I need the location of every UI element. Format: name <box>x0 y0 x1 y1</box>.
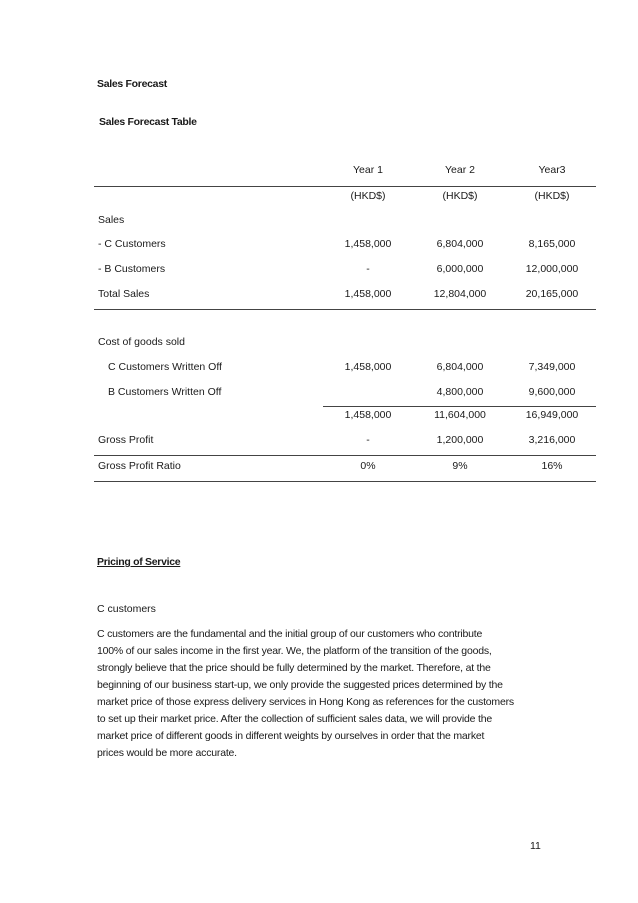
row-label: Total Sales <box>98 288 150 300</box>
col-year3: Year3 <box>538 164 566 176</box>
pricing-paragraph <box>97 626 557 762</box>
row-value: 1,458,000 <box>344 238 392 250</box>
unit-year2: (HKD$) <box>442 190 478 202</box>
c-customers-heading: C customers <box>97 603 156 615</box>
row-value: 1,458,000 <box>344 361 392 373</box>
col-year2: Year 2 <box>445 164 475 176</box>
paragraph-line: market price of different goods in different weights by ourselves in order that the market <box>97 730 485 742</box>
row-value: 1,458,000 <box>344 288 392 300</box>
row-value: 12,804,000 <box>433 288 487 300</box>
paragraph-line: prices would be more accurate. <box>97 747 237 759</box>
pricing-title: Pricing of Service <box>97 556 181 568</box>
row-value: 12,000,000 <box>525 263 579 275</box>
paragraph-line: C customers are the fundamental and the initial group of our customers who contribute <box>97 628 483 640</box>
paragraph-line: strongly believe that the price should be fully determined by the market. Therefore, at the <box>97 662 491 674</box>
paragraph-line: beginning of our business start-up, we only provide the suggested prices determined by the <box>97 679 503 691</box>
col-year1: Year 1 <box>353 164 383 176</box>
row-value: 20,165,000 <box>525 288 579 300</box>
paragraph-line: 100% of our sales income in the first year. We, the platform of the transition of the goods, <box>97 645 492 657</box>
header-rule <box>94 186 596 187</box>
paragraph-line: market price of those express delivery services in Hong Kong as references for the customers <box>97 696 514 708</box>
row-value: 11,604,000 <box>434 409 486 421</box>
row-value: 3,216,000 <box>528 434 576 446</box>
row-value: 16% <box>541 460 563 472</box>
row-value: 8,165,000 <box>528 238 576 250</box>
page-number: 11 <box>530 840 541 852</box>
row-label: B Customers Written Off <box>108 386 222 398</box>
row-label: Gross Profit Ratio <box>98 460 181 472</box>
total-sales-rule <box>94 309 596 310</box>
row-value: 16,949,000 <box>525 409 579 421</box>
unit-year3: (HKD$) <box>534 190 570 202</box>
row-label: - C Customers <box>98 238 166 250</box>
cogs-header: Cost of goods sold <box>98 336 185 348</box>
row-value: 4,800,000 <box>436 386 484 398</box>
cogs-subtotal-rule <box>323 406 596 407</box>
row-value: 1,458,000 <box>344 409 392 421</box>
paragraph-line: to set up their market price. After the collection of sufficient sales data, we will provide the <box>97 713 492 725</box>
row-value: - <box>366 263 370 275</box>
gross-profit-rule <box>94 455 596 456</box>
row-value: 0% <box>360 460 376 472</box>
table-bottom-rule <box>94 481 596 482</box>
row-label: C Customers Written Off <box>108 361 222 373</box>
row-value: - <box>366 434 370 446</box>
row-label: Gross Profit <box>98 434 154 446</box>
row-value: 6,804,000 <box>436 361 484 373</box>
row-value: 9,600,000 <box>528 386 576 398</box>
row-value: 9% <box>452 460 468 472</box>
row-value: 7,349,000 <box>528 361 576 373</box>
row-label: - B Customers <box>98 263 166 275</box>
table-title: Sales Forecast Table <box>99 116 197 128</box>
sales-header: Sales <box>98 214 125 226</box>
unit-year1: (HKD$) <box>350 190 386 202</box>
row-value: 6,000,000 <box>436 263 484 275</box>
row-value: 1,200,000 <box>436 434 484 446</box>
section-title: Sales Forecast <box>97 78 167 90</box>
row-value: 6,804,000 <box>436 238 484 250</box>
